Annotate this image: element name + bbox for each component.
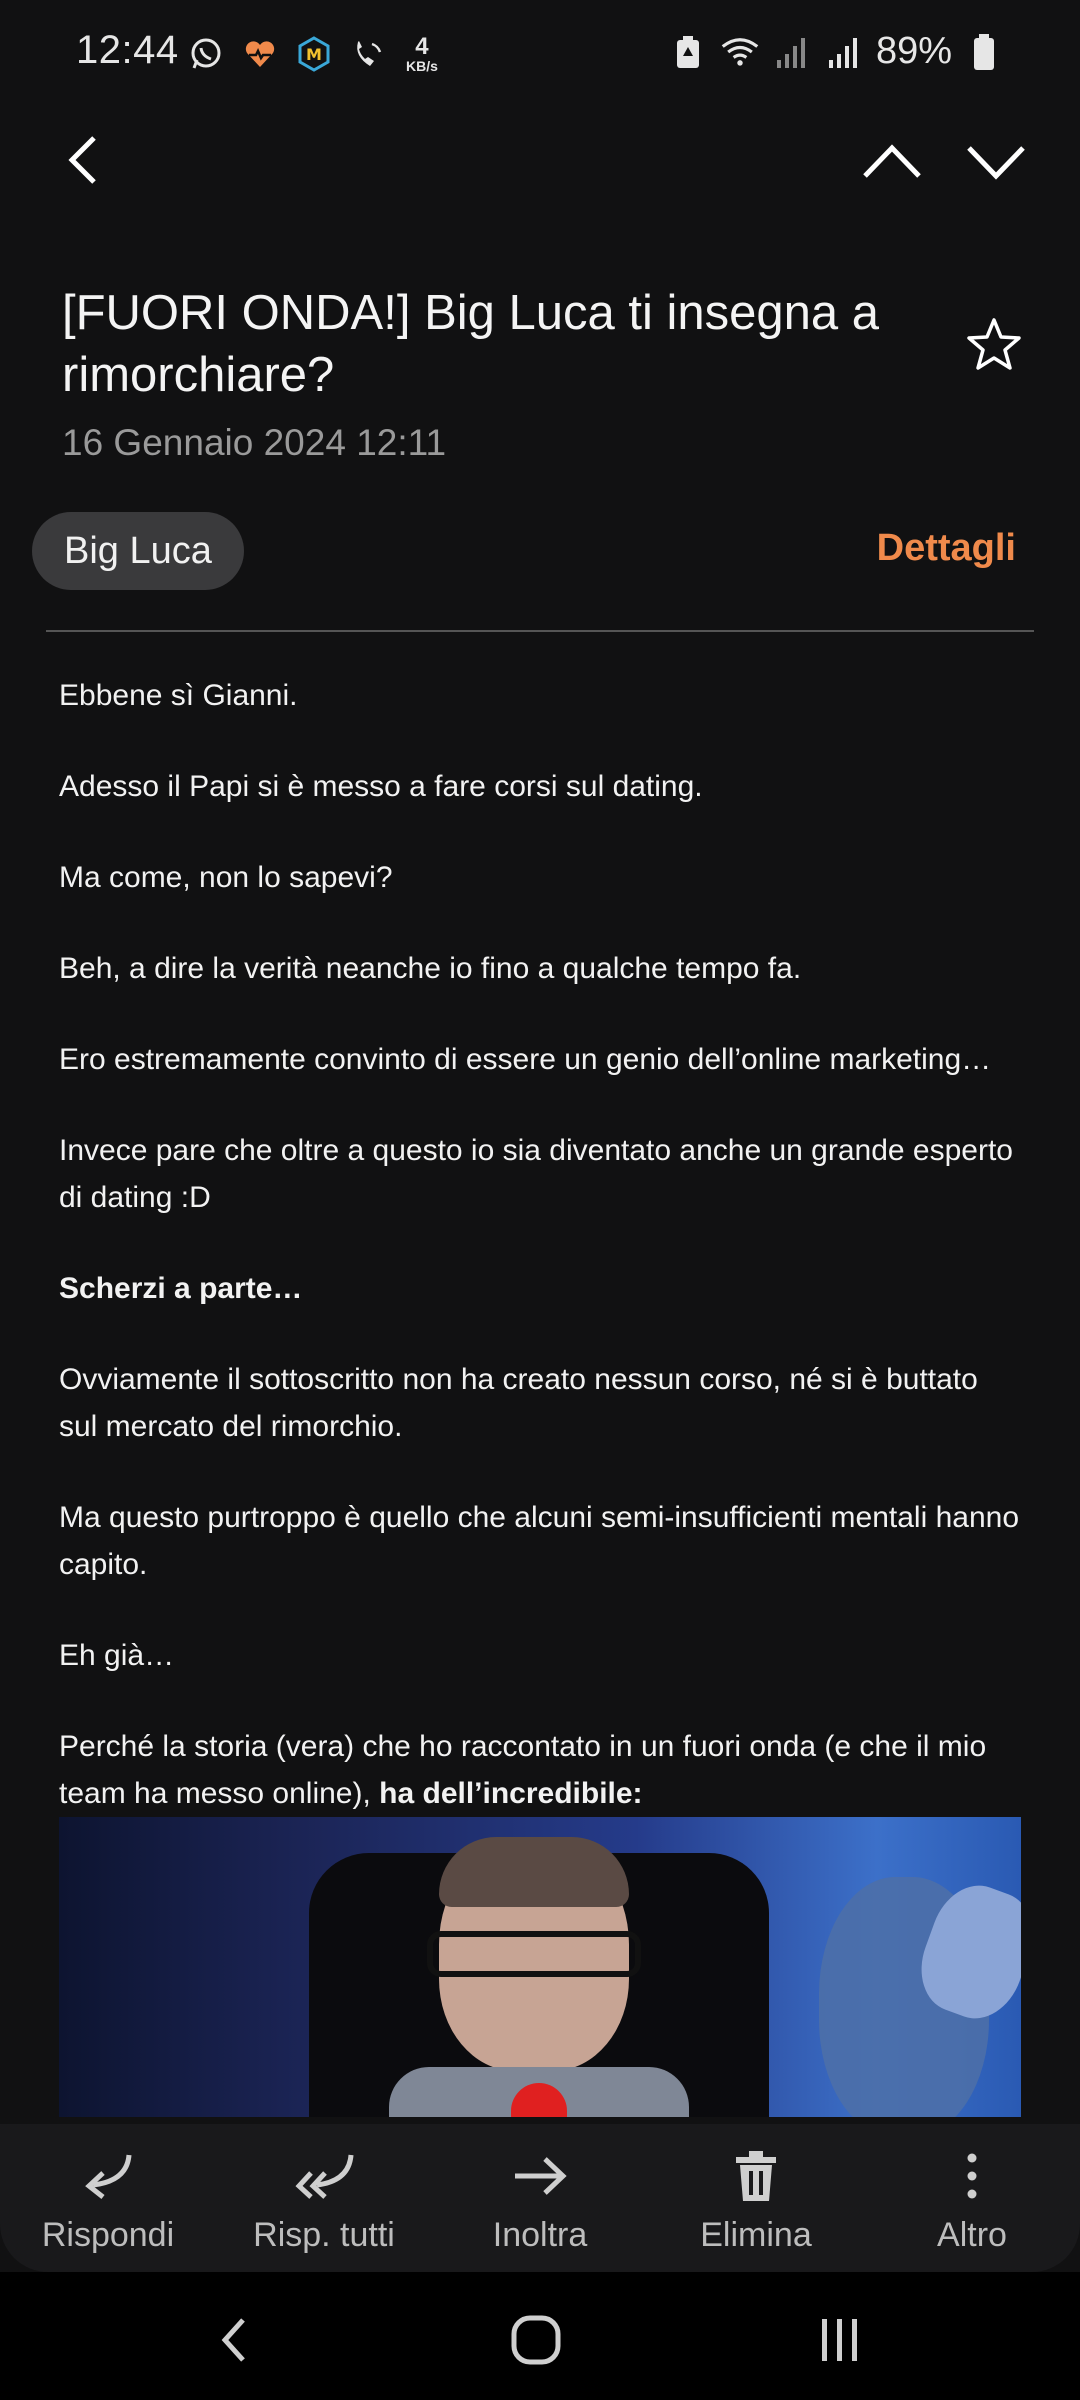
header-divider [46,630,1034,632]
email-body [59,672,1021,2124]
email-date: 16 Gennaio 2024 12:11 [62,422,447,463]
system-recents-button[interactable] [800,2300,880,2380]
chevron-left-icon [219,2316,249,2364]
reply-all-icon [289,2148,359,2204]
sender-chip[interactable]: Big Luca [32,512,244,590]
previous-email-button[interactable] [852,122,932,202]
wifi-calling-icon [348,34,388,74]
health-heart-icon [240,34,280,74]
app-m-icon [294,34,334,74]
body-paragraph: Ebbene sì Gianni. [59,679,298,712]
forward-button[interactable] [432,2124,648,2272]
status-bar [0,0,1080,110]
body-paragraph: Ero estremamente convinto di essere un genio dell’online marketing… [59,1043,992,1076]
body-paragraph: Ma questo purtroppo è quello che alcuni semi-insufficienti mentali hanno capito. [59,1501,1020,1581]
body-paragraph: Adesso il Papi si è messo a fare corsi sul dating. [59,770,703,803]
delete-label: Elimina [700,2216,812,2254]
status-notification-icons [186,32,438,76]
details-link[interactable]: Dettagli [876,527,1016,569]
forward-icon [511,2148,569,2204]
reply-button[interactable] [0,2124,216,2272]
home-icon [510,2314,562,2366]
body-paragraph: Ovviamente il sottoscritto non ha creato nessun corso, né si è buttato sul mercato del rimorchio. [59,1363,978,1443]
chevron-down-icon [965,142,1027,182]
battery-percentage: 89% [875,30,952,72]
delete-button[interactable] [648,2124,864,2272]
signal-icon [824,32,864,72]
body-paragraph-bold: Scherzi a parte… [59,1272,303,1305]
system-home-button[interactable] [496,2300,576,2380]
back-button[interactable] [44,120,124,200]
body-paragraph: Beh, a dire la verità neanche io fino a qualche tempo fa. [59,952,802,985]
reply-icon [79,2148,137,2204]
body-paragraph: Invece pare che oltre a questo io sia diventato anche un grande esperto di dating :D [59,1134,1013,1214]
wifi-icon [720,32,760,72]
email-hero-image[interactable] [59,1817,1021,2117]
more-label: Altro [937,2216,1007,2254]
battery-icon [964,32,1004,72]
whatsapp-icon [186,34,226,74]
email-subject: [FUORI ONDA!] Big Luca ti insegna a rimorchiare? [62,286,879,402]
more-vertical-icon [965,2148,979,2204]
svg-text:M: M [306,45,322,64]
email-top-nav [0,120,1080,210]
body-paragraph: Perché la storia (vera) che ho raccontato in un fuori onda (e che il mio team ha messo online), ha dell’incredibile: [59,1730,987,1810]
status-time: 12:44 [76,28,179,72]
more-button[interactable] [864,2124,1080,2272]
star-button[interactable] [956,306,1032,382]
chevron-left-icon [64,132,104,188]
network-speed: 4 KB/s [406,33,438,74]
recents-icon [817,2317,863,2363]
body-paragraph: Ma come, non lo sapevi? [59,861,393,894]
battery-saver-icon [668,32,708,72]
reply-label: Rispondi [41,2216,175,2254]
reply-all-button[interactable] [216,2124,432,2272]
status-system-icons [668,30,1004,73]
star-icon [966,317,1022,371]
system-back-button[interactable] [194,2300,274,2380]
body-paragraph: Eh già… [59,1639,175,1672]
reply-all-label: Risp. tutti [253,2216,395,2254]
chevron-up-icon [861,142,923,182]
email-action-bar [0,2124,1080,2272]
signal-icon [772,32,812,72]
forward-label: Inoltra [492,2216,588,2254]
trash-icon [732,2148,780,2204]
next-email-button[interactable] [956,122,1036,202]
system-nav-bar [0,2272,1080,2400]
